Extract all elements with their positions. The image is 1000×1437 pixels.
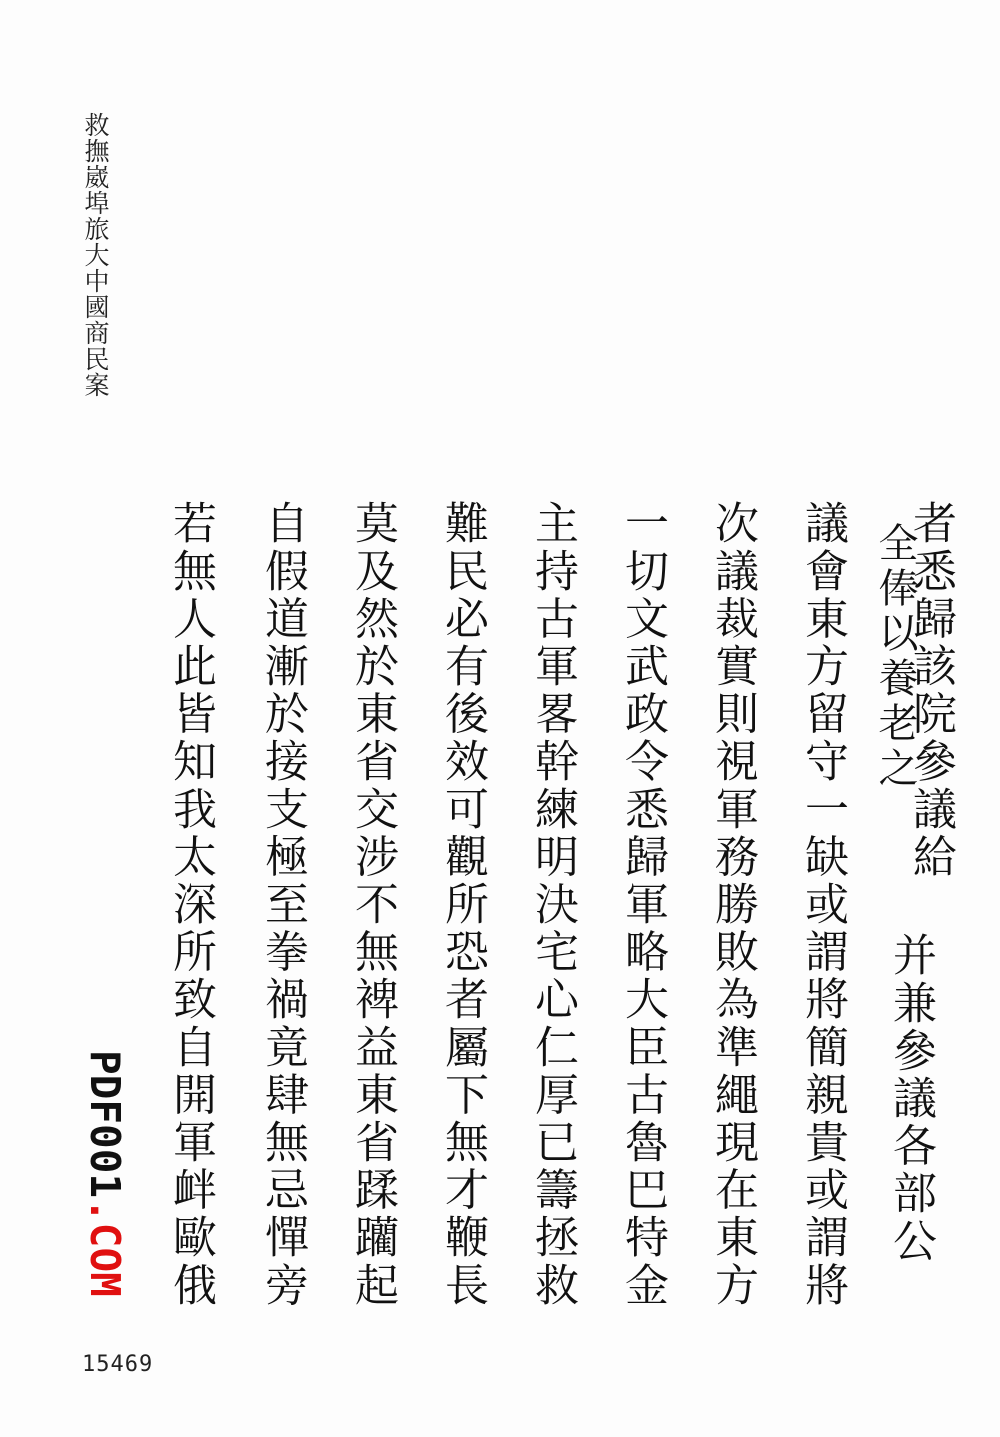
side-title: 救撫崴埠旅大中國商民案 xyxy=(81,112,110,398)
text-column-1: 者悉歸該院參議給 xyxy=(905,500,956,881)
text-column-4: 一切文武政令悉歸軍略大臣古魯巴特金 xyxy=(617,500,668,1310)
page-number: 15469 xyxy=(82,1352,154,1377)
watermark xyxy=(80,1050,130,1300)
text-column-9: 若無人此皆知我太深所致自開軍衅歐俄 xyxy=(165,500,216,1310)
text-column-2: 議會東方留守一缺或謂將簡親貴或謂將 xyxy=(797,500,848,1310)
text-column-8: 自假道漸於接支極至拳禍竟肆無忌憚旁 xyxy=(257,500,308,1310)
text-column-6: 難民必有後效可觀所恐者屬下無才鞭長 xyxy=(437,500,488,1310)
text-column-7: 莫及然於東省交涉不無裨益東省蹂躪起 xyxy=(347,500,398,1310)
text-column-1c: 并兼參議各部公 xyxy=(885,932,936,1266)
watermark-accent: .COM xyxy=(81,1198,129,1297)
body-text xyxy=(140,500,960,1310)
text-column-1b: 全俸以養老之 xyxy=(872,522,918,792)
watermark-main: PDF001 xyxy=(81,1050,129,1199)
text-column-3: 次議裁實則視軍務勝敗為準繩現在東方 xyxy=(707,500,758,1310)
text-column-5: 主持古軍畧幹練明決宅心仁厚已籌拯救 xyxy=(527,500,578,1310)
